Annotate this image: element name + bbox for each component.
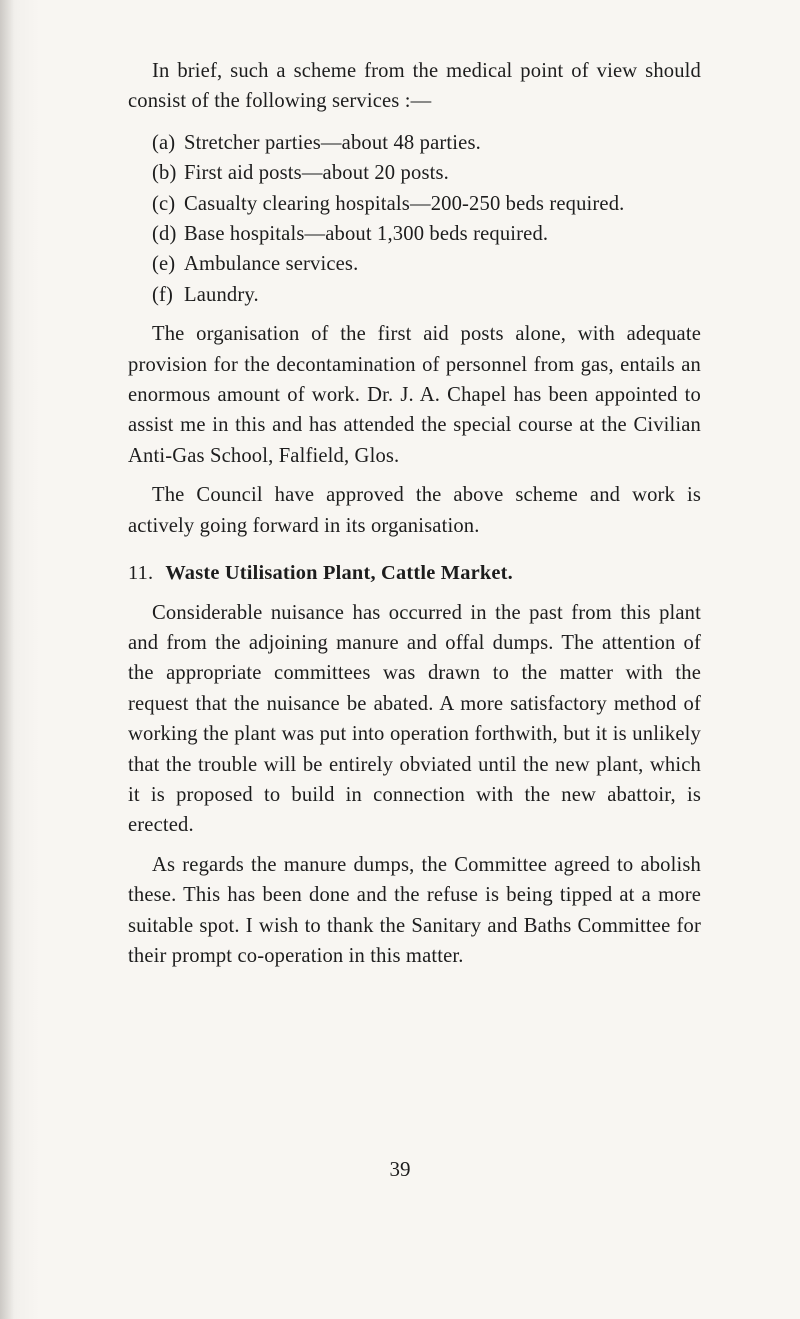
list-item-text: Ambulance services. xyxy=(184,253,359,276)
list-item-text: First aid posts—about 20 posts. xyxy=(184,162,449,185)
nuisance-paragraph: Considerable nuisance has occurred in the past from this plant and from the adjoining manure and offal dumps. The attention of the appropriate committees was drawn to the matter with the request that the nuisance be abated. A more satisfactory method of working the plant was put into operation forthwith, but it is unlikely that the trouble will be entirely obviated until the new plant, which it is proposed to build in connection with the new abattoir, is erected. xyxy=(128,601,701,837)
section-title: Waste Utilisation Plant, Cattle Market. xyxy=(165,562,513,585)
intro-paragraph: In brief, such a scheme from the medical point of view should consist of the following services :— xyxy=(128,60,701,113)
list-item-label: (e) xyxy=(152,253,176,276)
list-item xyxy=(128,280,701,310)
list-item xyxy=(128,219,701,249)
page-content xyxy=(128,56,701,971)
manure-dumps-paragraph: As regards the manure dumps, the Committee agreed to abolish these. This has been done and the refuse is being tipped at a more suitable spot. I wish to thank the Sanitary and Baths Committee for their prompt co-operation in this matter. xyxy=(128,853,701,967)
section-heading xyxy=(128,558,701,588)
list-item xyxy=(128,189,701,219)
list-item-text: Base hospitals—about 1,300 beds required. xyxy=(184,223,549,246)
list-item xyxy=(128,158,701,188)
list-item-label: (c) xyxy=(152,192,176,215)
council-paragraph: The Council have approved the above scheme and work is actively going forward in its organisation. xyxy=(128,484,701,537)
page-number: 39 xyxy=(389,1157,411,1181)
page-edge-shadow xyxy=(0,0,14,1319)
list-item-label: (d) xyxy=(152,223,177,246)
first-aid-paragraph: The organisation of the first aid posts alone, with adequate provision for the decontamination of personnel from gas, entails an enormous amount of work. Dr. J. A. Chapel has been appointed to assist me in this and has attended the special course at the Civilian Anti-Gas School, Falfield, Glos. xyxy=(128,323,701,467)
list-item xyxy=(128,249,701,279)
list-item-text: Laundry. xyxy=(184,283,259,306)
list-item-text: Stretcher parties—about 48 parties. xyxy=(184,131,481,154)
list-item-label: (a) xyxy=(152,131,176,154)
section-number: 11. xyxy=(128,562,154,585)
list-item-label: (f) xyxy=(152,283,174,306)
list-item xyxy=(128,128,701,158)
services-list xyxy=(128,128,701,310)
list-item-text: Casualty clearing hospitals—200-250 beds required. xyxy=(184,192,625,215)
list-item-label: (b) xyxy=(152,162,177,185)
